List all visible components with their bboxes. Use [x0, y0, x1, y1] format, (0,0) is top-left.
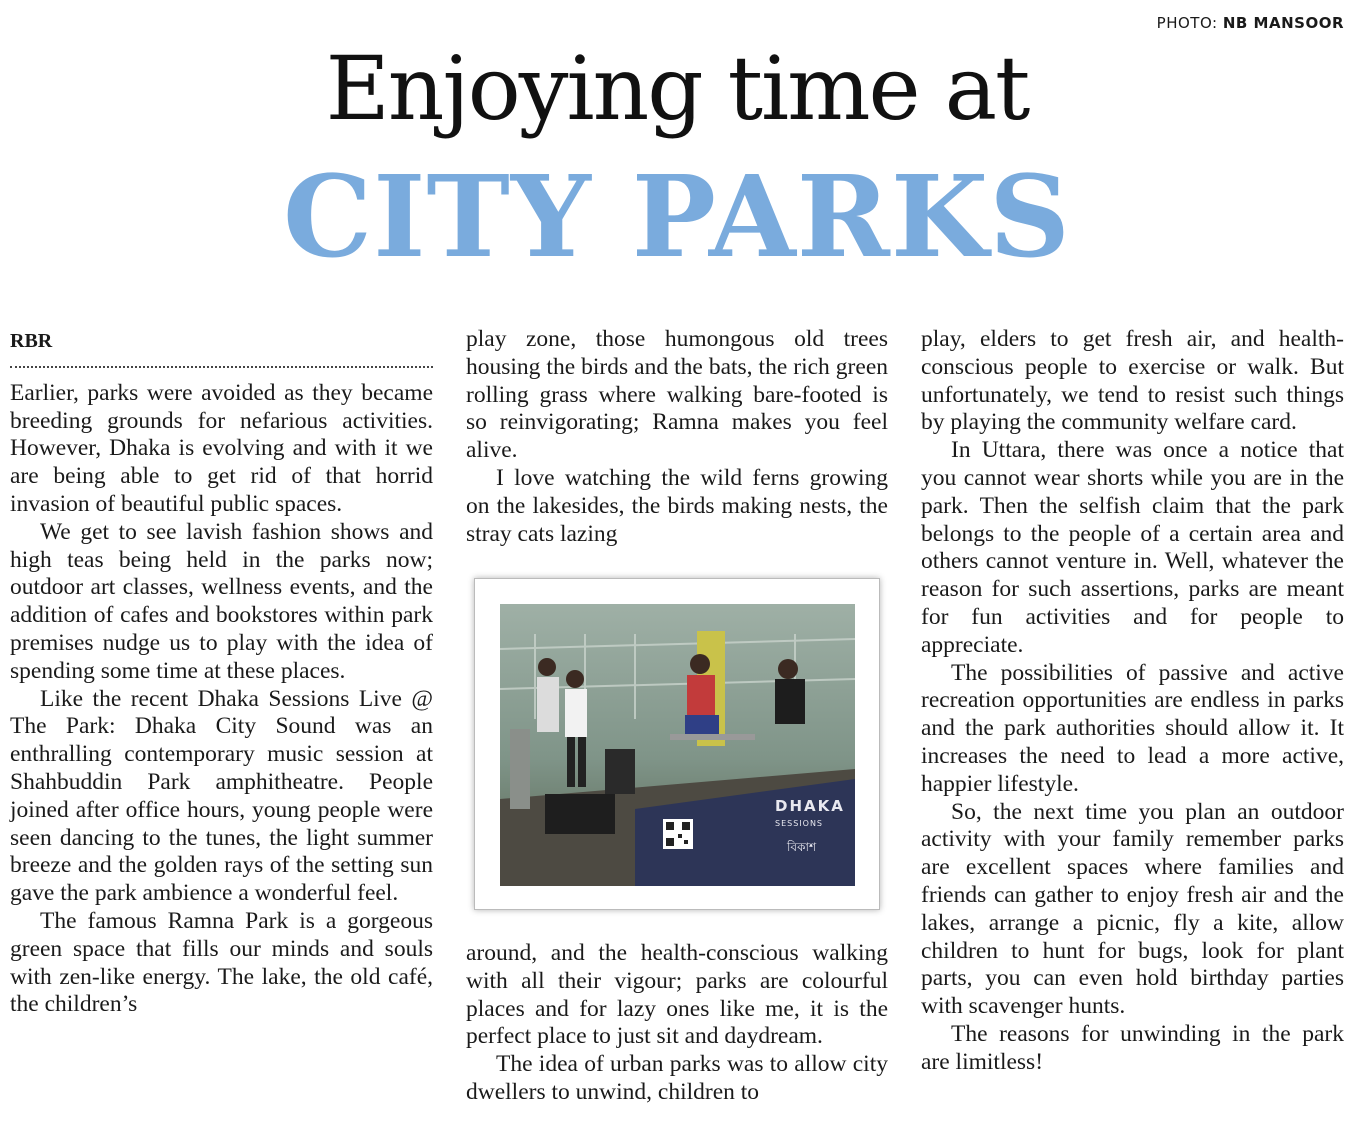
paragraph: We get to see lavish fashion shows and high teas being held in the parks now; outdoor art classes, wellness events, and the addition of cafes and bookstores within park premises nudge us to play with the idea of spending some time at these places. [10, 518, 433, 684]
photo-credit-name: NB MANSOOR [1222, 14, 1344, 32]
banner-subtitle: SESSIONS [775, 819, 824, 828]
paragraph: play, elders to get fresh air, and health-conscious people to exercise or walk. But unfortunately, we tend to resist such things by playing the community welfare card. [921, 326, 1344, 436]
paragraph: Like the recent Dhaka Sessions Live @ The Park: Dhaka City Sound was an enthralling contemporary music session at Shahbuddin Park amphitheatre. People joined after office hours, young people were seen dancing to the tunes, the light summer breeze and the golden rays of the setting sun gave the park ambience a wonderful feel. [10, 685, 433, 907]
paragraph: In Uttara, there was once a notice that you cannot wear shorts while you are in the park. Then the selfish claim that the park belongs to the people of a certain area and others cannot venture in. Well, whatever the reason for such assertions, parks are meant for fun activities and for people to appreciate. [921, 437, 1344, 658]
article-photo [474, 578, 880, 910]
article-column-1 [10, 326, 433, 1019]
paragraph: around, and the health-conscious walking with all their vigour; parks are colourful places and for lazy ones like me, it is the perfect place to just sit and daydream. [466, 940, 888, 1050]
paragraph: play zone, those humongous old trees housing the birds and the bats, the rich green rolling grass where walking bare-footed is so reinvigorating; Ramna makes you feel alive. [466, 326, 888, 464]
paragraph: I love watching the wild ferns growing on the lakesides, the birds making nests, the stray cats lazing [466, 464, 888, 547]
headline-line1: Enjoying time at [325, 37, 1029, 140]
photo-credit [1157, 14, 1344, 32]
paragraph: The idea of urban parks was to allow city dwellers to unwind, children to [466, 1051, 888, 1105]
sponsor-logo: বিকাশ [787, 840, 817, 854]
article-column-2-top [466, 326, 888, 548]
paragraph: The possibilities of passive and active recreation opportunities are endless in parks and the park authorities should allow it. It increases the need to lead a more active, happier lifestyle. [921, 659, 1344, 797]
article-column-2-bottom [466, 940, 888, 1107]
headline-line2: CITY PARKS [282, 152, 1072, 283]
paragraph: So, the next time you plan an outdoor activity with your family remember parks are excellent spaces where families and friends can gather to enjoy fresh air and the lakes, arrange a picnic, fly a kite, allow children to hunt for bugs, look for plant parts, you can even hold birthday parties with scavenger hunts. [921, 798, 1344, 1020]
byline: RBR [10, 328, 433, 368]
concert-photo-image [475, 579, 879, 909]
banner-title: DHAKA [775, 797, 845, 815]
article-column-3 [921, 326, 1344, 1077]
paragraph: The reasons for unwinding in the park are limitless! [921, 1020, 1344, 1075]
paragraph: Earlier, parks were avoided as they became breeding grounds for nefarious activities. However, Dhaka is evolving and with it we are being able to get rid of that horrid invasion of beautiful public spaces. [10, 379, 433, 517]
paragraph: The famous Ramna Park is a gorgeous green space that fills our minds and souls with zen-like energy. The lake, the old café, the children’s [10, 907, 433, 1018]
photo-credit-label: PHOTO: [1156, 14, 1218, 32]
